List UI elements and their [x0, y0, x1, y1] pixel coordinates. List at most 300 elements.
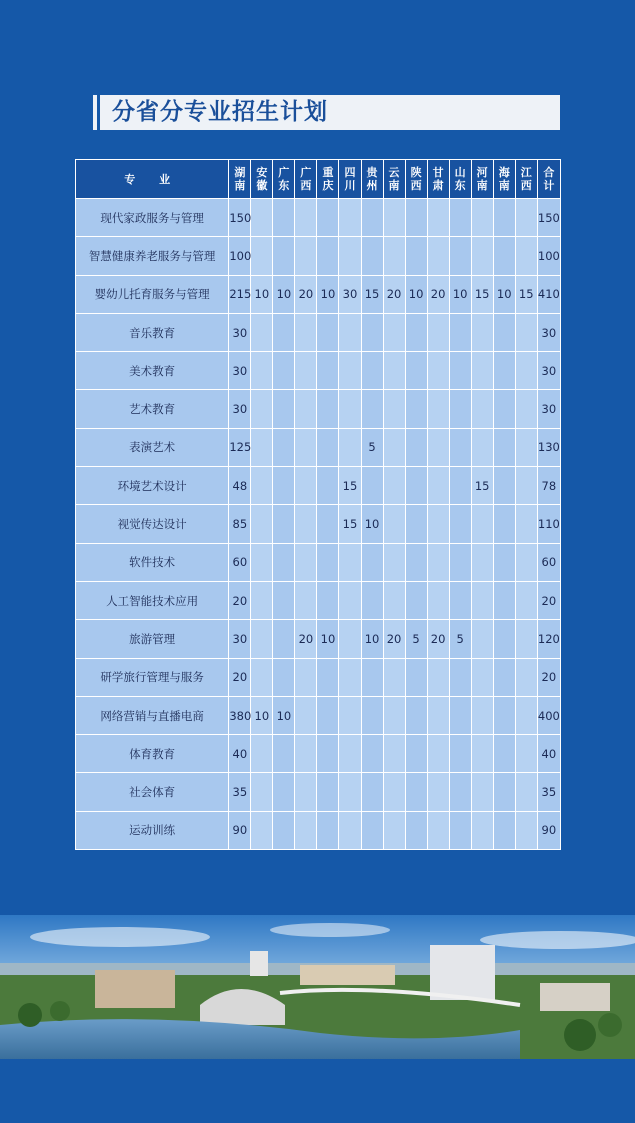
quota-cell	[317, 199, 339, 237]
table-row	[76, 811, 561, 849]
quota-cell	[427, 581, 449, 619]
province-header-label: 海南	[498, 166, 510, 192]
quota-cell	[449, 390, 471, 428]
quota-cell: 90	[229, 811, 251, 849]
quota-cell	[251, 199, 273, 237]
quota-cell	[361, 390, 383, 428]
quota-cell	[493, 390, 515, 428]
quota-cell	[383, 658, 405, 696]
quota-cell	[405, 313, 427, 351]
quota-cell	[339, 811, 361, 849]
total-cell: 30	[537, 352, 560, 390]
major-name-cell: 研学旅行管理与服务	[76, 658, 229, 696]
table-row	[76, 505, 561, 543]
quota-cell	[405, 390, 427, 428]
province-column-header	[229, 160, 251, 199]
quota-cell	[427, 811, 449, 849]
table-row	[76, 696, 561, 734]
quota-cell	[295, 581, 317, 619]
quota-cell: 10	[361, 505, 383, 543]
quota-cell: 20	[427, 275, 449, 313]
table-row	[76, 390, 561, 428]
quota-cell	[361, 658, 383, 696]
quota-cell	[493, 199, 515, 237]
major-column-header: 专 业	[76, 160, 229, 199]
quota-cell: 5	[449, 620, 471, 658]
quota-cell: 20	[427, 620, 449, 658]
quota-cell	[493, 620, 515, 658]
quota-cell	[339, 237, 361, 275]
quota-cell	[339, 428, 361, 466]
quota-cell	[471, 543, 493, 581]
quota-cell	[427, 467, 449, 505]
major-name-cell: 智慧健康养老服务与管理	[76, 237, 229, 275]
quota-cell	[449, 773, 471, 811]
quota-cell	[383, 696, 405, 734]
quota-cell	[449, 428, 471, 466]
quota-cell	[317, 313, 339, 351]
province-header-label: 云南	[388, 166, 400, 192]
quota-cell	[449, 505, 471, 543]
total-cell: 30	[537, 313, 560, 351]
quota-cell	[295, 237, 317, 275]
quota-cell	[515, 352, 537, 390]
table-row	[76, 313, 561, 351]
quota-cell	[471, 658, 493, 696]
quota-cell	[295, 658, 317, 696]
total-cell: 35	[537, 773, 560, 811]
quota-cell	[405, 543, 427, 581]
quota-cell	[405, 773, 427, 811]
quota-cell: 30	[229, 390, 251, 428]
table-row	[76, 773, 561, 811]
quota-cell	[251, 467, 273, 505]
quota-cell	[361, 811, 383, 849]
province-column-header	[405, 160, 427, 199]
major-name-cell: 视觉传达设计	[76, 505, 229, 543]
quota-cell	[493, 543, 515, 581]
table-row	[76, 620, 561, 658]
province-header-label: 陕西	[410, 166, 422, 192]
quota-cell	[449, 581, 471, 619]
total-cell: 400	[537, 696, 560, 734]
province-column-header	[251, 160, 273, 199]
quota-cell: 20	[295, 620, 317, 658]
major-name-cell: 环境艺术设计	[76, 467, 229, 505]
quota-cell	[493, 735, 515, 773]
quota-cell: 48	[229, 467, 251, 505]
quota-cell: 100	[229, 237, 251, 275]
major-name-cell: 体育教育	[76, 735, 229, 773]
quota-cell	[295, 543, 317, 581]
total-cell: 410	[537, 275, 560, 313]
quota-cell: 10	[273, 696, 295, 734]
table-row	[76, 199, 561, 237]
quota-cell	[383, 352, 405, 390]
quota-cell	[405, 428, 427, 466]
major-name-cell: 表演艺术	[76, 428, 229, 466]
quota-cell: 10	[493, 275, 515, 313]
province-header-label: 贵州	[366, 166, 378, 192]
quota-cell	[273, 735, 295, 773]
total-cell: 30	[537, 390, 560, 428]
major-name-cell: 美术教育	[76, 352, 229, 390]
quota-cell	[361, 773, 383, 811]
quota-cell	[295, 352, 317, 390]
quota-cell	[361, 581, 383, 619]
quota-cell	[383, 735, 405, 773]
quota-cell	[361, 543, 383, 581]
quota-cell	[295, 199, 317, 237]
total-cell: 130	[537, 428, 560, 466]
quota-cell: 15	[471, 275, 493, 313]
quota-cell	[361, 352, 383, 390]
quota-cell	[405, 199, 427, 237]
quota-cell	[251, 658, 273, 696]
province-column-header	[537, 160, 560, 199]
quota-cell	[317, 237, 339, 275]
table-row	[76, 428, 561, 466]
quota-cell	[383, 505, 405, 543]
quota-cell	[493, 581, 515, 619]
quota-cell	[317, 428, 339, 466]
section-title-bar	[76, 95, 560, 130]
quota-cell	[295, 811, 317, 849]
quota-cell	[383, 811, 405, 849]
major-name-cell: 软件技术	[76, 543, 229, 581]
quota-cell	[405, 237, 427, 275]
title-accent-line	[97, 95, 100, 130]
quota-cell	[317, 505, 339, 543]
quota-cell	[427, 773, 449, 811]
quota-cell	[493, 313, 515, 351]
quota-cell	[339, 352, 361, 390]
quota-cell	[515, 390, 537, 428]
quota-cell	[515, 467, 537, 505]
quota-cell	[251, 620, 273, 658]
quota-cell	[273, 199, 295, 237]
table-row	[76, 735, 561, 773]
quota-cell	[515, 313, 537, 351]
quota-cell: 30	[229, 352, 251, 390]
quota-cell	[361, 199, 383, 237]
quota-cell	[361, 467, 383, 505]
quota-cell	[427, 543, 449, 581]
quota-cell	[317, 696, 339, 734]
quota-cell	[427, 199, 449, 237]
quota-cell	[471, 696, 493, 734]
quota-cell	[471, 199, 493, 237]
quota-cell	[295, 428, 317, 466]
quota-cell	[339, 390, 361, 428]
table-row	[76, 352, 561, 390]
quota-cell	[471, 735, 493, 773]
quota-cell	[405, 352, 427, 390]
quota-cell	[471, 313, 493, 351]
quota-cell: 40	[229, 735, 251, 773]
quota-cell: 20	[229, 658, 251, 696]
quota-cell	[471, 581, 493, 619]
quota-cell	[405, 735, 427, 773]
quota-cell	[427, 696, 449, 734]
quota-cell	[273, 352, 295, 390]
quota-cell	[361, 696, 383, 734]
major-name-cell: 人工智能技术应用	[76, 581, 229, 619]
quota-cell	[449, 543, 471, 581]
quota-cell	[427, 352, 449, 390]
quota-cell	[339, 199, 361, 237]
quota-cell	[383, 237, 405, 275]
province-header-label: 重庆	[322, 166, 334, 192]
quota-cell: 20	[229, 581, 251, 619]
quota-cell	[251, 237, 273, 275]
major-name-cell: 社会体育	[76, 773, 229, 811]
quota-cell: 10	[405, 275, 427, 313]
quota-cell	[295, 505, 317, 543]
total-cell: 60	[537, 543, 560, 581]
quota-cell	[251, 313, 273, 351]
campus-panorama-image	[0, 915, 635, 1059]
major-name-cell: 现代家政服务与管理	[76, 199, 229, 237]
quota-cell	[471, 428, 493, 466]
quota-cell	[449, 313, 471, 351]
quota-cell: 10	[361, 620, 383, 658]
table-row	[76, 275, 561, 313]
province-column-header	[515, 160, 537, 199]
province-column-header	[295, 160, 317, 199]
quota-cell	[383, 467, 405, 505]
quota-cell	[427, 658, 449, 696]
major-name-cell: 网络营销与直播电商	[76, 696, 229, 734]
quota-cell	[339, 313, 361, 351]
quota-cell	[339, 543, 361, 581]
quota-cell	[273, 390, 295, 428]
table-row	[76, 237, 561, 275]
enrollment-plan-table	[75, 159, 561, 850]
province-header-label: 安徽	[256, 166, 268, 192]
quota-cell	[295, 467, 317, 505]
quota-cell	[383, 581, 405, 619]
quota-cell	[515, 735, 537, 773]
quota-cell	[515, 237, 537, 275]
quota-cell	[493, 428, 515, 466]
quota-cell	[295, 390, 317, 428]
quota-cell	[427, 237, 449, 275]
quota-cell	[295, 773, 317, 811]
quota-cell: 10	[317, 620, 339, 658]
quota-cell: 15	[515, 275, 537, 313]
quota-cell: 5	[405, 620, 427, 658]
quota-cell: 35	[229, 773, 251, 811]
title-accent-block	[76, 95, 93, 130]
quota-cell: 20	[383, 620, 405, 658]
quota-cell	[361, 735, 383, 773]
quota-cell	[273, 237, 295, 275]
quota-cell: 15	[339, 467, 361, 505]
page-title: 分省分专业招生计划	[112, 99, 328, 125]
quota-cell: 5	[361, 428, 383, 466]
quota-cell: 30	[339, 275, 361, 313]
total-cell: 90	[537, 811, 560, 849]
quota-cell	[251, 773, 273, 811]
province-header-label: 甘肃	[432, 166, 444, 192]
province-header-label: 广西	[300, 166, 312, 192]
quota-cell	[317, 390, 339, 428]
quota-cell	[361, 313, 383, 351]
quota-cell	[251, 811, 273, 849]
quota-cell	[317, 352, 339, 390]
quota-cell	[251, 505, 273, 543]
quota-cell	[405, 658, 427, 696]
province-header-label: 河南	[476, 166, 488, 192]
province-column-header	[273, 160, 295, 199]
quota-cell	[383, 390, 405, 428]
quota-cell	[493, 237, 515, 275]
quota-cell	[251, 581, 273, 619]
quota-cell	[427, 428, 449, 466]
quota-cell	[471, 773, 493, 811]
quota-cell	[317, 811, 339, 849]
major-name-cell: 音乐教育	[76, 313, 229, 351]
quota-cell	[493, 505, 515, 543]
quota-cell	[471, 352, 493, 390]
quota-cell	[339, 773, 361, 811]
province-column-header	[449, 160, 471, 199]
province-column-header	[493, 160, 515, 199]
quota-cell	[449, 696, 471, 734]
quota-cell	[273, 313, 295, 351]
quota-cell	[361, 237, 383, 275]
quota-cell	[383, 199, 405, 237]
quota-cell: 20	[295, 275, 317, 313]
quota-cell	[427, 390, 449, 428]
quota-cell	[273, 428, 295, 466]
quota-cell	[449, 237, 471, 275]
total-cell: 78	[537, 467, 560, 505]
quota-cell: 30	[229, 313, 251, 351]
province-column-header	[383, 160, 405, 199]
quota-cell	[295, 696, 317, 734]
quota-cell	[273, 543, 295, 581]
quota-cell	[383, 543, 405, 581]
quota-cell	[515, 773, 537, 811]
table-row	[76, 543, 561, 581]
quota-cell	[273, 620, 295, 658]
quota-cell	[405, 581, 427, 619]
quota-cell	[449, 199, 471, 237]
quota-cell: 125	[229, 428, 251, 466]
province-header-label: 江西	[520, 166, 532, 192]
quota-cell	[515, 620, 537, 658]
quota-cell: 85	[229, 505, 251, 543]
total-cell: 100	[537, 237, 560, 275]
table-row	[76, 581, 561, 619]
quota-cell: 15	[471, 467, 493, 505]
quota-cell	[273, 581, 295, 619]
quota-cell	[317, 773, 339, 811]
total-cell: 110	[537, 505, 560, 543]
quota-cell: 215	[229, 275, 251, 313]
quota-cell	[273, 467, 295, 505]
quota-cell	[405, 696, 427, 734]
quota-cell: 10	[317, 275, 339, 313]
major-name-cell: 婴幼儿托育服务与管理	[76, 275, 229, 313]
quota-cell	[339, 696, 361, 734]
quota-cell: 10	[251, 696, 273, 734]
quota-cell: 10	[251, 275, 273, 313]
quota-cell	[449, 735, 471, 773]
province-header-label: 合计	[543, 166, 555, 192]
quota-cell: 30	[229, 620, 251, 658]
quota-cell	[471, 237, 493, 275]
total-cell: 150	[537, 199, 560, 237]
quota-cell	[383, 428, 405, 466]
quota-cell	[515, 658, 537, 696]
major-name-cell: 旅游管理	[76, 620, 229, 658]
quota-cell	[251, 390, 273, 428]
quota-cell: 15	[361, 275, 383, 313]
quota-cell	[339, 735, 361, 773]
quota-cell	[493, 811, 515, 849]
quota-cell: 150	[229, 199, 251, 237]
quota-cell	[339, 658, 361, 696]
total-cell: 120	[537, 620, 560, 658]
total-cell: 40	[537, 735, 560, 773]
province-column-header	[317, 160, 339, 199]
total-cell: 20	[537, 581, 560, 619]
table-header-row	[76, 160, 561, 199]
province-header-label: 湖南	[234, 166, 246, 192]
quota-cell	[317, 658, 339, 696]
quota-cell	[493, 352, 515, 390]
quota-cell	[493, 467, 515, 505]
province-column-header	[339, 160, 361, 199]
quota-cell	[427, 735, 449, 773]
major-name-cell: 艺术教育	[76, 390, 229, 428]
quota-cell	[295, 313, 317, 351]
quota-cell	[515, 581, 537, 619]
quota-cell: 60	[229, 543, 251, 581]
quota-cell	[449, 811, 471, 849]
quota-cell	[383, 773, 405, 811]
quota-cell	[449, 352, 471, 390]
province-column-header	[471, 160, 493, 199]
quota-cell	[471, 811, 493, 849]
quota-cell	[405, 811, 427, 849]
quota-cell	[251, 352, 273, 390]
quota-cell	[471, 620, 493, 658]
quota-cell	[383, 313, 405, 351]
quota-cell	[405, 505, 427, 543]
province-header-label: 广东	[278, 166, 290, 192]
table-row	[76, 467, 561, 505]
province-header-label: 山东	[454, 166, 466, 192]
quota-cell	[515, 696, 537, 734]
quota-cell	[515, 199, 537, 237]
quota-cell	[515, 543, 537, 581]
quota-cell	[471, 505, 493, 543]
table-row	[76, 658, 561, 696]
quota-cell: 15	[339, 505, 361, 543]
quota-cell	[273, 505, 295, 543]
quota-cell: 380	[229, 696, 251, 734]
quota-cell	[273, 811, 295, 849]
quota-cell	[251, 543, 273, 581]
quota-cell	[273, 773, 295, 811]
quota-cell	[449, 658, 471, 696]
quota-cell	[427, 313, 449, 351]
quota-cell	[471, 390, 493, 428]
